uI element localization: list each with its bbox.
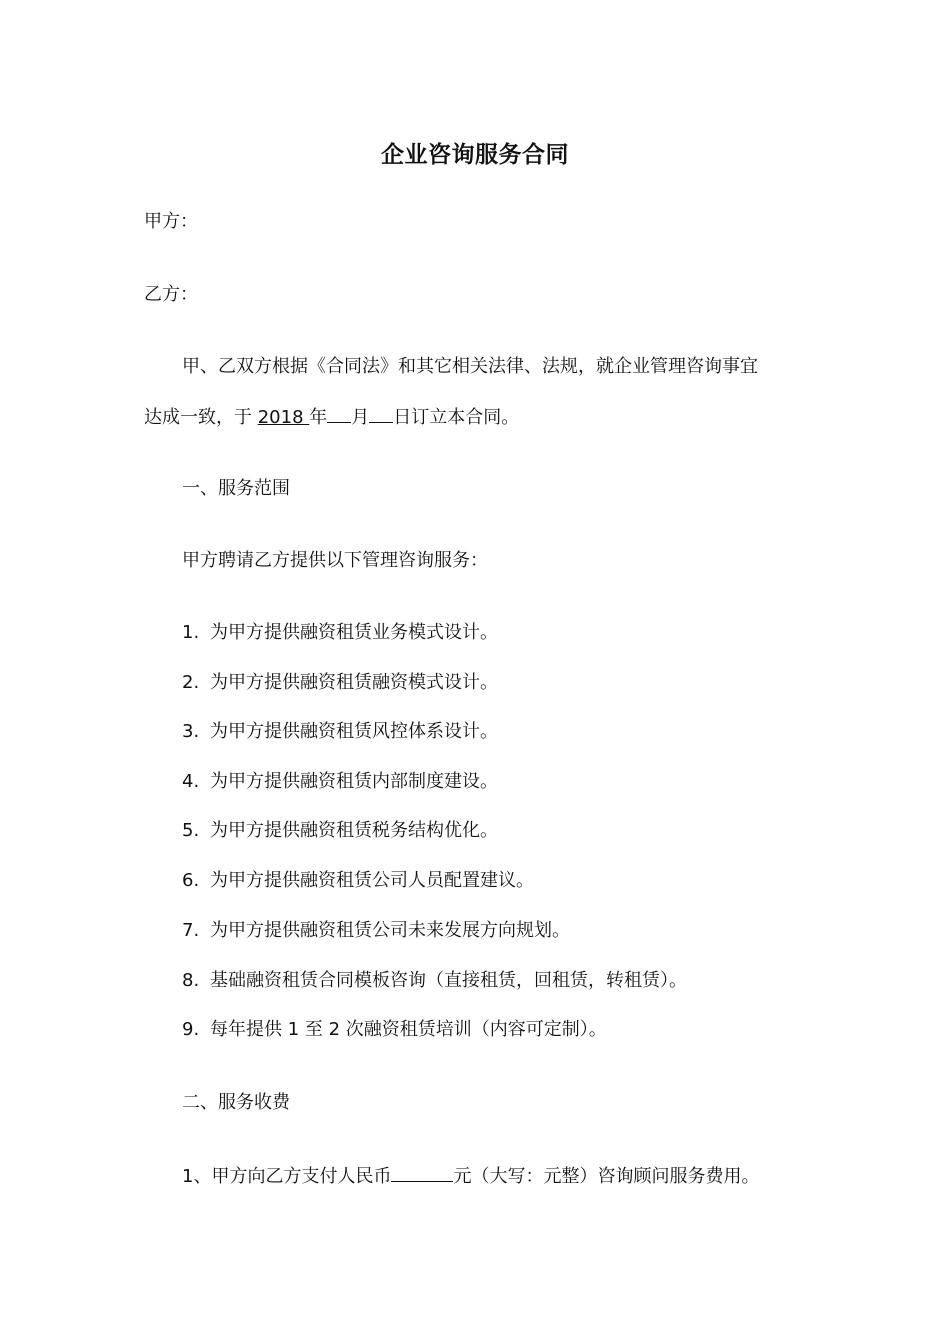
list-item-number: 6.	[182, 870, 200, 891]
list-item	[182, 769, 498, 795]
list-item	[182, 719, 498, 745]
fee-clause	[182, 1163, 759, 1190]
section1-heading: 一、服务范围	[182, 478, 290, 499]
month-blank	[327, 404, 351, 423]
list-item-text: 为甲方提供融资租赁业务模式设计。	[210, 622, 498, 643]
section2-heading: 二、服务收费	[182, 1092, 290, 1113]
party-b-label: 乙方：	[144, 284, 198, 305]
list-item	[182, 670, 498, 696]
list-item-number: 5.	[182, 820, 200, 841]
list-item-text: 为甲方提供融资租赁融资模式设计。	[210, 672, 498, 693]
list-item	[182, 868, 534, 894]
month-suffix: 月	[351, 407, 370, 428]
list-item-text: 每年提供 1 至 2 次融资租赁培训（内容可定制）。	[210, 1019, 607, 1040]
document-title: 企业咨询服务合同	[381, 142, 569, 168]
intro-prefix: 达成一致，于	[144, 407, 258, 428]
contract-year: 2018	[257, 407, 310, 428]
day-blank	[369, 404, 393, 423]
list-item	[182, 968, 687, 994]
intro-paragraph-line1: 甲、乙双方根据《合同法》和其它相关法律、法规，就企业管理咨询事宜	[182, 356, 758, 377]
list-item-text: 为甲方提供融资租赁内部制度建设。	[210, 771, 498, 792]
day-suffix: 日订立本合同。	[393, 407, 520, 428]
list-item-number: 3.	[182, 721, 200, 742]
fee-prefix: 1、甲方向乙方支付人民币	[182, 1166, 392, 1187]
list-item-number: 7.	[182, 920, 200, 941]
party-a-label: 甲方：	[144, 211, 198, 232]
list-item-text: 为甲方提供融资租赁公司人员配置建议。	[210, 870, 534, 891]
fee-amount-blank	[391, 1163, 453, 1182]
list-item-text: 基础融资租赁合同模板咨询（直接租赁，回租赁，转租赁）。	[210, 970, 687, 991]
list-item	[182, 918, 570, 944]
section1-lead: 甲方聘请乙方提供以下管理咨询服务：	[182, 550, 488, 571]
year-suffix: 年	[309, 407, 328, 428]
list-item-text: 为甲方提供融资租赁税务结构优化。	[210, 820, 498, 841]
list-item	[182, 818, 498, 844]
list-item	[182, 1017, 607, 1043]
list-item-text: 为甲方提供融资租赁风控体系设计。	[210, 721, 498, 742]
list-item-number: 1.	[182, 622, 200, 643]
list-item	[182, 620, 498, 646]
list-item-number: 4.	[182, 771, 200, 792]
intro-paragraph-line2	[144, 404, 519, 431]
list-item-number: 2.	[182, 672, 200, 693]
fee-suffix: 元（大写：元整）咨询顾问服务费用。	[453, 1166, 760, 1187]
list-item-number: 8.	[182, 970, 200, 991]
list-item-number: 9.	[182, 1019, 200, 1040]
list-item-text: 为甲方提供融资租赁公司未来发展方向规划。	[210, 920, 570, 941]
